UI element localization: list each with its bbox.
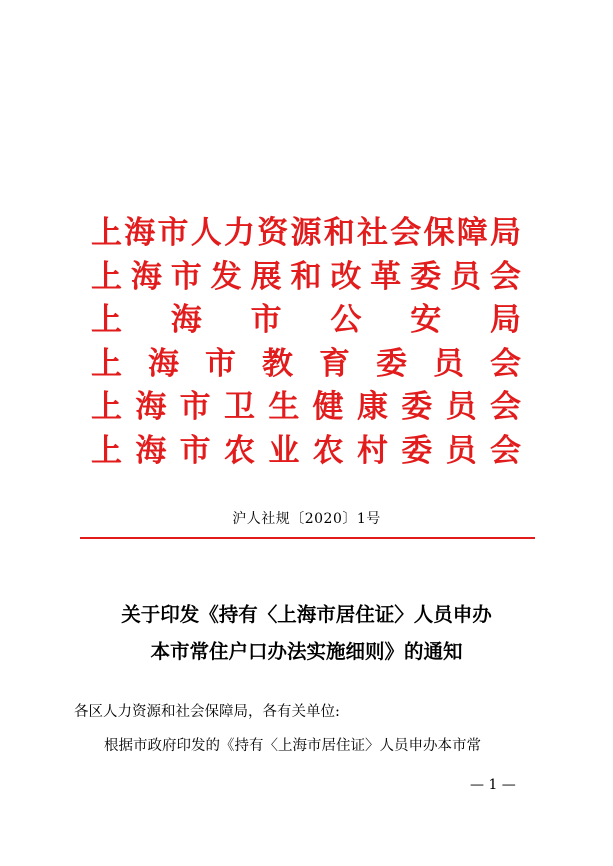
- issuer-line: 上 海 市 农 业 农 村 委 员 会: [91, 432, 521, 469]
- document-number: 沪人社规〔2020〕1号: [232, 511, 381, 527]
- page-number: — 1 —: [470, 777, 516, 793]
- issuer-line: 上 海 市 发 展 和 改 革 委 员 会: [91, 258, 521, 295]
- issuer-line: 上 海 市 卫 生 健 康 委 员 会: [91, 389, 521, 425]
- issuing-agencies: [91, 212, 521, 473]
- letterhead-divider: [80, 537, 535, 539]
- document-title: [60, 596, 553, 670]
- issuer-line: 上 海 市 公 安 局: [91, 302, 521, 338]
- issuer-line: 上 海 市 人 力 资 源 和 社 会 保 障 局: [91, 215, 521, 251]
- issuer-line: 上 海 市 教 育 委 员 会: [91, 345, 521, 382]
- body-paragraph: 根据市政府印发的《持有〈上海市居住证〉人员申办本市常: [104, 738, 481, 754]
- title-line-1: 关于印发《持有〈上海市居住证〉人员申办: [121, 603, 492, 626]
- title-line-2: 本市常住户口办法实施细则》的通知: [150, 640, 463, 663]
- addressee: 各区人力资源和社会保障局，各有关单位:: [74, 704, 340, 720]
